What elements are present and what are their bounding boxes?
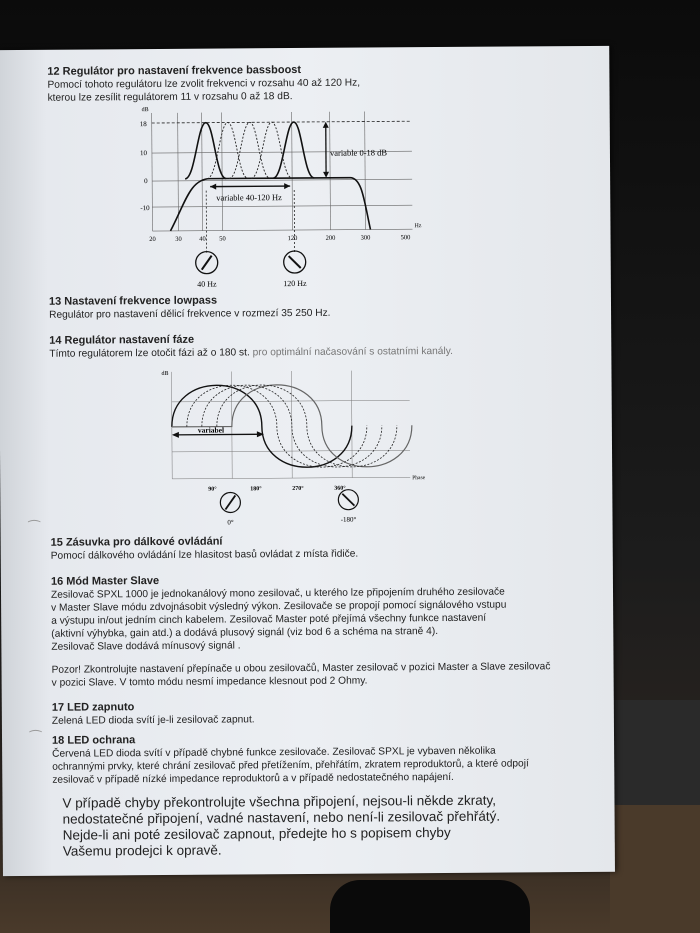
x-tick: 270° — [292, 485, 304, 493]
y-tick: 18 — [139, 120, 147, 129]
closing-line: nedostatečné připojení, vadné nastavení, nebo není-li zesilovač přehřátý. — [62, 808, 501, 827]
section-text: Regulátor pro nastavení dělicí frekvence v rozmezí 35 250 Hz. — [49, 307, 331, 321]
section-16 — [51, 572, 592, 690]
freq-range-label: variable 40-120 Hz — [216, 192, 282, 203]
manual-page — [0, 46, 615, 876]
section-text: Zesilovač SPXL 1000 je jednokanálový mono zesilovač, u kterého lze připojením druhého zesilovače — [50, 586, 505, 601]
section-15 — [51, 533, 591, 563]
background-object-bottom — [330, 880, 530, 933]
warning-text: Pozor! Zkontrolujte nastavení přepínače u obou zesilovačů, Master zesilovač v pozici Master a Slave zesilovač — [51, 661, 551, 676]
section-text: v Master Slave módu zdvojnásobit výsledný výkon. Zesilovače se propojí pomocí signálového vstupu — [51, 599, 507, 614]
x-tick: 40 — [199, 235, 206, 243]
section-text: a výstupu in/out jedním cinch kabelem. Zesilovač Master poté přejímá všechny funkce nastavení — [51, 612, 487, 627]
x-unit-label: Hz — [414, 223, 422, 230]
x-tick: 360° — [334, 485, 346, 492]
binding-hole-icon: ⁀ — [29, 729, 42, 746]
section-text: Zesilovač Slave dodává mínusový signál . — [51, 640, 241, 653]
section-text: kterou lze zesílit regulátorem 11 v rozsahu 0 až 18 dB. — [47, 91, 293, 104]
section-title: 13 Nastavení frekvence lowpass — [48, 294, 218, 308]
y-tick: 0 — [144, 177, 148, 186]
y-unit-label: dB — [141, 107, 149, 114]
section-title: 12 Regulátor pro nastavení frekvence bassboost — [47, 63, 302, 78]
closing-note — [62, 792, 602, 860]
gain-range-label: variable 0-18 dB — [329, 147, 388, 158]
section-text: Pomocí dálkového ovládání lze hlasitost basů ovládat z místa řidiče. — [50, 548, 359, 562]
knob-180deg-icon — [338, 490, 358, 510]
closing-line: Nejde-li ani poté zesilovač zapnout, předejte ho s popisem chyby — [62, 824, 451, 843]
x-tick: 20 — [149, 236, 156, 244]
section-13 — [49, 292, 589, 322]
grid-line — [152, 205, 412, 207]
x-tick: 50 — [219, 235, 226, 243]
x-axis — [172, 477, 410, 479]
y-unit-label: dB — [161, 370, 169, 377]
section-title: 16 Mód Master Slave — [50, 574, 160, 588]
knob-0deg-icon — [220, 492, 240, 512]
x-unit-label: Phase — [412, 475, 426, 482]
x-axis — [152, 229, 412, 231]
grid-line — [152, 179, 412, 181]
x-tick: 500 — [400, 234, 411, 242]
section-17 — [52, 698, 592, 728]
bassboost-diagram — [130, 101, 441, 293]
binding-hole-icon: ⁀ — [28, 519, 40, 536]
y-tick: 10 — [139, 149, 147, 158]
grid-line — [292, 112, 293, 230]
section-title: 18 LED ochrana — [51, 734, 136, 747]
knob-40hz-icon — [196, 252, 218, 274]
background-object — [610, 700, 700, 820]
section-18 — [52, 731, 592, 787]
phase-diagram — [157, 365, 428, 529]
section-text: Červená LED dioda svítí v případě chybné funkce zesilovače. Zesilovač SPXL je vybaven několika — [52, 745, 496, 760]
x-tick: 200 — [325, 234, 336, 242]
text-part: Tímto regulátorem lze otočit fázi až o 180 st. — [49, 347, 250, 360]
knob-0deg-label: 0° — [227, 518, 234, 527]
section-text: (aktivní výhybka, gain atd.) a dodává plusový signál (viz bod 6 a schéma na straně 4). — [51, 626, 439, 640]
section-text: Zelená LED dioda svítí je-li zesilovač zapnut. — [51, 714, 255, 727]
x-tick: 180° — [250, 486, 262, 493]
section-text: ochrannými prvky, které chrání zesilovač před přetížením, přehřátím, zkratem reproduktorů, a které odpojí — [52, 758, 529, 773]
y-tick: -10 — [140, 204, 150, 213]
boost-curve-40hz — [185, 123, 226, 179]
section-text: Pomocí tohoto regulátoru lze zvolit frekvenci v rozsahu 40 až 120 Hz, — [47, 77, 361, 91]
closing-line: Vašemu prodejci k opravě. — [62, 842, 222, 859]
closing-line: V případě chyby překontrolujte všechna připojení, nejsou-li někde zkraty, — [62, 792, 497, 811]
knob-120hz-icon — [284, 251, 306, 273]
section-title: 17 LED zapnuto — [51, 701, 135, 714]
x-tick: 90° — [208, 486, 217, 493]
x-tick: 300 — [360, 234, 371, 242]
freq-range-arrow — [210, 186, 290, 187]
section-12 — [47, 62, 587, 105]
boost-curve-120hz — [273, 122, 314, 178]
knob-40hz-label: 40 Hz — [197, 279, 217, 289]
grid-line — [330, 112, 331, 230]
grid-line — [172, 400, 410, 402]
knob-120hz-label: 120 Hz — [283, 278, 307, 289]
grid-line — [351, 371, 352, 478]
section-14 — [49, 331, 589, 361]
section-title: 14 Regulátor nastavení fáze — [49, 333, 195, 347]
section-text: zesilovač v případě nízké impedance reproduktorů a v případě nedostatečného napájení. — [52, 771, 454, 786]
warning-text: v pozici Slave. V tomto módu nesmí impedance klesnout pod 2 Ohmy. — [51, 675, 368, 689]
x-tick: 30 — [175, 235, 182, 243]
x-tick: 120 — [287, 235, 298, 243]
knob-180deg-label: -180° — [340, 515, 357, 524]
section-title: 15 Zásuvka pro dálkové ovládání — [50, 535, 223, 549]
background-surface — [610, 805, 700, 933]
max-level-line — [152, 121, 412, 123]
y-axis — [152, 113, 153, 231]
section-text — [49, 344, 589, 361]
grid-line — [222, 113, 223, 231]
text-part-faded: pro optimální načasování s ostatními kanály. — [249, 345, 453, 359]
grid-line — [365, 112, 366, 230]
variabel-label: variabel — [197, 425, 225, 435]
